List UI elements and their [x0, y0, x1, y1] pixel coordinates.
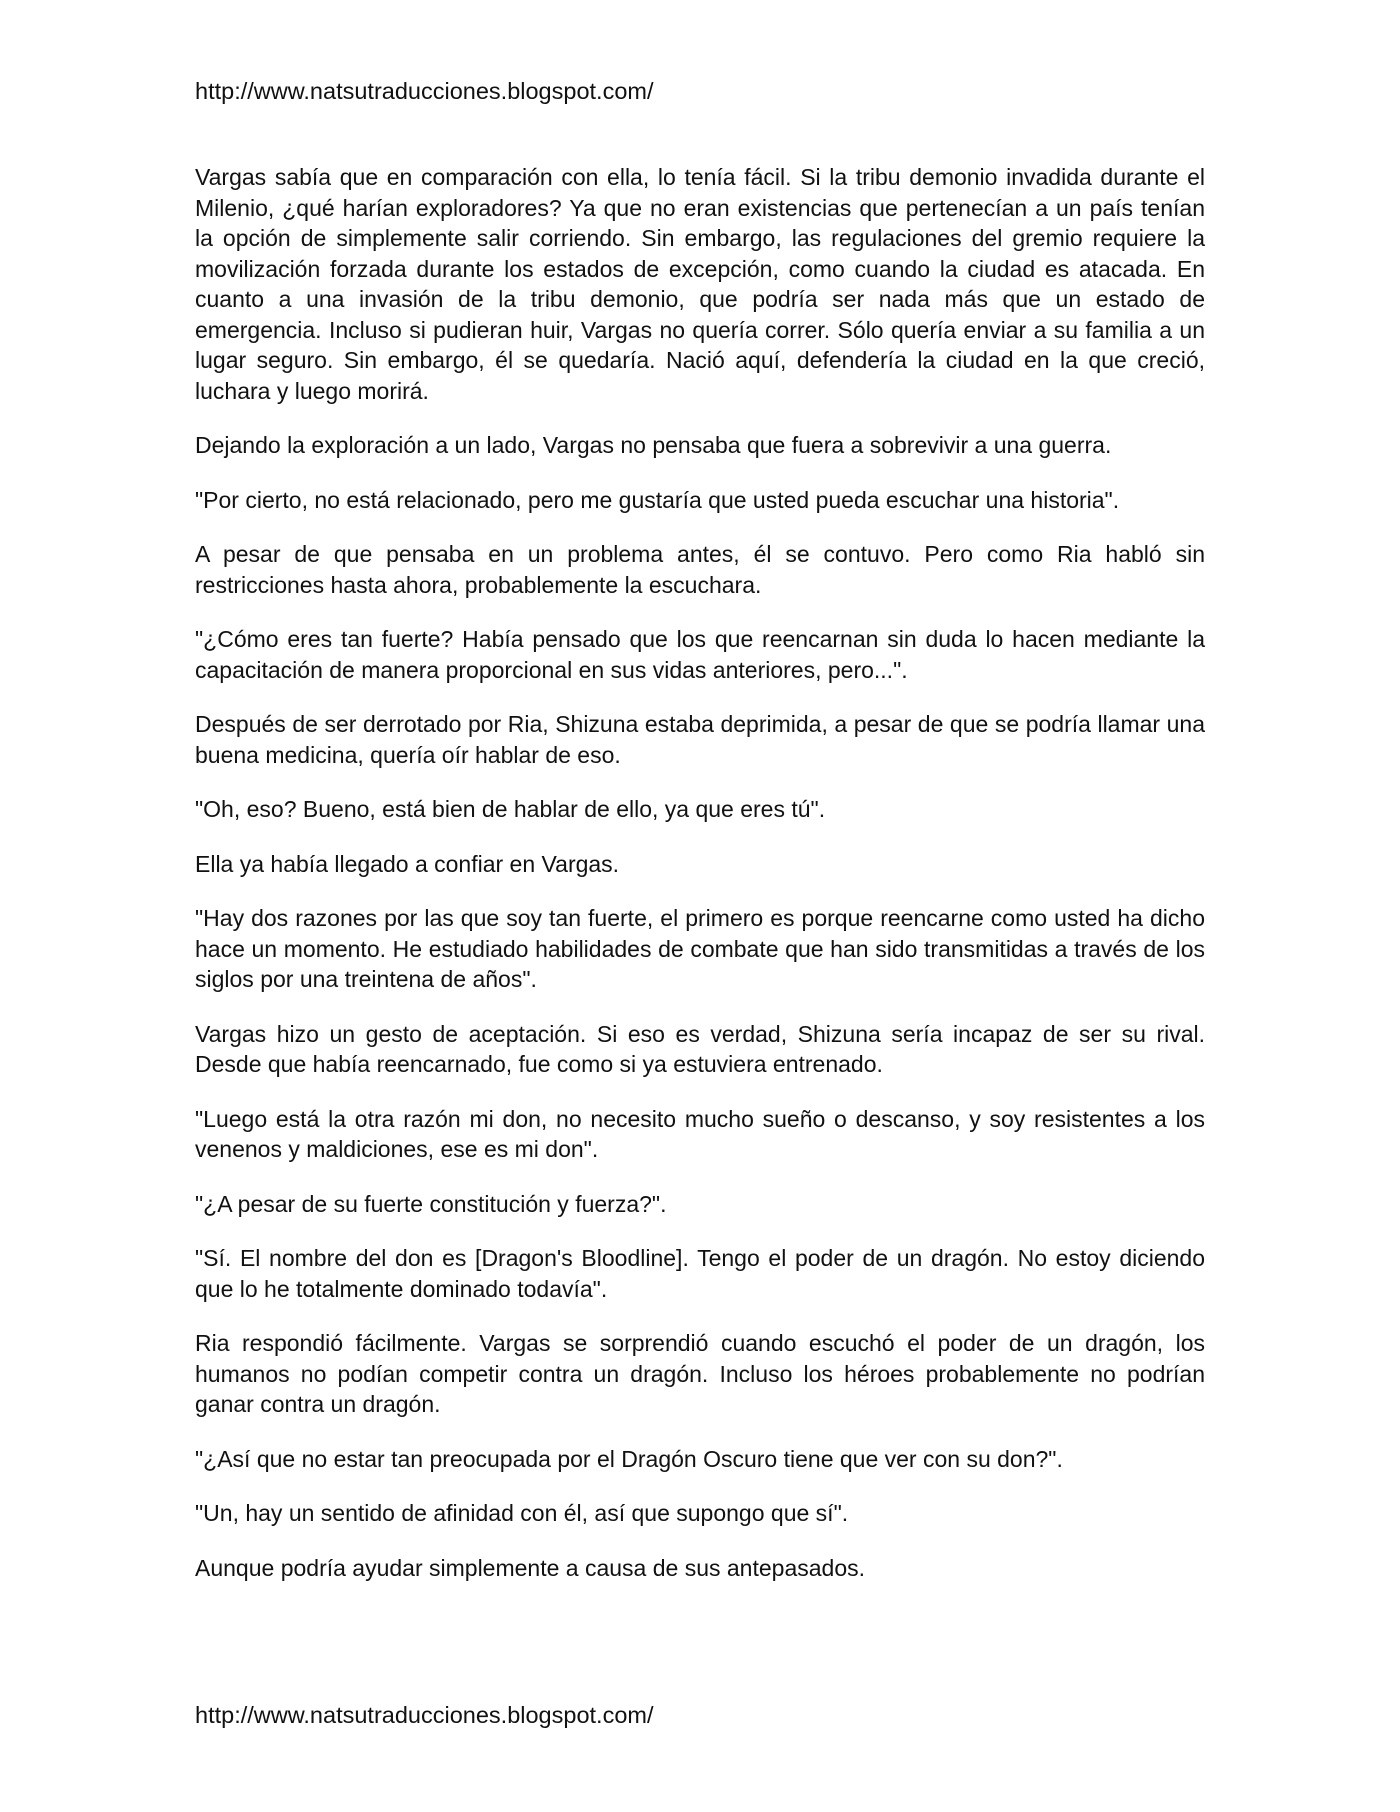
paragraph: "Sí. El nombre del don es [Dragon's Bloodline]. Tengo el poder de un dragón. No estoy diciendo que lo he totalmente dominado todavía".	[195, 1245, 1205, 1302]
paragraph: "Un, hay un sentido de afinidad con él, así que supongo que sí".	[195, 1500, 849, 1526]
paragraph: "Oh, eso? Bueno, está bien de hablar de ello, ya que eres tú".	[195, 796, 826, 822]
paragraph: Aunque podría ayudar simplemente a causa de sus antepasados.	[195, 1554, 865, 1581]
paragraph: "Por cierto, no está relacionado, pero me gustaría que usted pueda escuchar una historia".	[195, 486, 1120, 513]
paragraph: Ella ya había llegado a confiar en Vargas.	[195, 850, 620, 877]
paragraph: "Hay dos razones por las que soy tan fuerte, el primero es porque reencarne como usted ha dicho hace un momento. He estudiado habilidades de combate que han sido transmitidas a través de los siglos por una treintena de años".	[195, 905, 1205, 992]
paragraph: Dejando la exploración a un lado, Vargas no pensaba que fuera a sobrevivir a una guerra.	[195, 432, 1112, 458]
paragraph: Ria respondió fácilmente. Vargas se sorprendió cuando escuchó el poder de un dragón, los humanos no podían competir contra un dragón. Incluso los héroes probablemente no podrían ganar contra un dragón.	[195, 1330, 1205, 1417]
paragraph: Después de ser derrotado por Ria, Shizuna estaba deprimida, a pesar de que se podría llamar una buena medicina, quería oír hablar de eso.	[195, 711, 1205, 768]
paragraph: "¿Así que no estar tan preocupada por el Dragón Oscuro tiene que ver con su don?".	[195, 1445, 1063, 1472]
footer-url: http://www.natsutraducciones.blogspot.com/	[195, 1702, 654, 1728]
paragraph: "¿Cómo eres tan fuerte? Había pensado que los que reencarnan sin duda lo hacen mediante la capacitación de manera proporcional en sus vidas anteriores, pero...".	[195, 626, 1205, 683]
paragraph: "¿A pesar de su fuerte constitución y fuerza?".	[195, 1190, 667, 1217]
paragraph: Vargas sabía que en comparación con ella, lo tenía fácil. Si la tribu demonio invadida durante el Milenio, ¿qué harían exploradores? Ya que no eran existencias que pertenecían a un país tenían la opción de simplemente salir corriendo. Sin embargo, las regulaciones del gremio requiere la movilización forzada durante los estados de excepción, como cuando la ciudad es atacada. En cuanto a una invasión de la tribu demonio, que podría ser nada más que un estado de emergencia. Incluso si pudieran huir, Vargas no quería correr. Sólo quería enviar a su familia a un lugar seguro. Sin embargo, él se quedaría. Nació aquí, defendería la ciudad en la que creció, luchara y luego morirá.	[195, 164, 1205, 404]
document-body	[195, 162, 1205, 1607]
paragraph: Vargas hizo un gesto de aceptación. Si eso es verdad, Shizuna sería incapaz de ser su rival. Desde que había reencarnado, fue como si ya estuviera entrenado.	[195, 1020, 1205, 1077]
header-url: http://www.natsutraducciones.blogspot.com/	[195, 78, 654, 104]
paragraph: A pesar de que pensaba en un problema antes, él se contuvo. Pero como Ria habló sin restricciones hasta ahora, probablemente la escuchara.	[195, 541, 1205, 598]
paragraph: "Luego está la otra razón mi don, no necesito mucho sueño o descanso, y soy resistentes a los venenos y maldiciones, ese es mi don".	[195, 1105, 1205, 1162]
